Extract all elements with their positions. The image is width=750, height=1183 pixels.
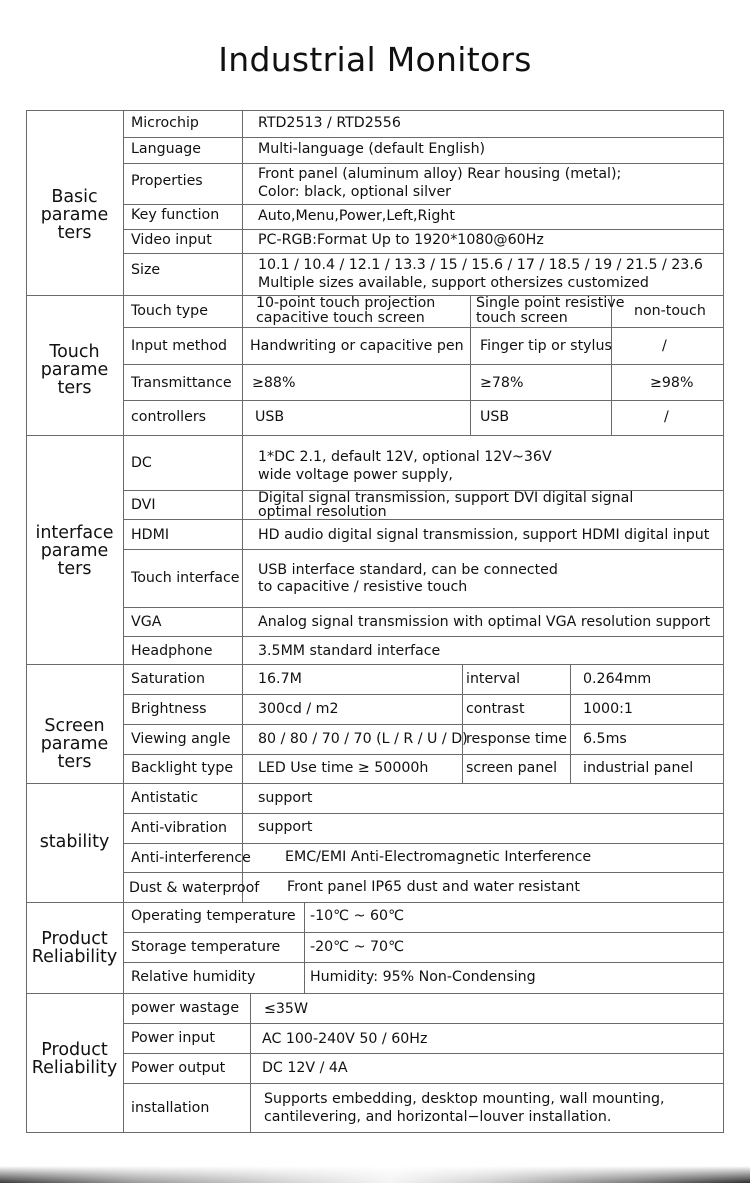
value-key-function: Auto,Menu,Power,Left,Right xyxy=(258,208,455,224)
table-border-bottom xyxy=(26,1132,724,1133)
category-interface-parameters: interface parame ters xyxy=(35,523,114,579)
label-hdmi: HDMI xyxy=(131,527,170,543)
value-dc-line1: 1*DC 2.1, default 12V, optional 12V~36V xyxy=(258,449,552,465)
value-brightness: 300cd / m2 xyxy=(258,701,339,717)
label-properties: Properties xyxy=(131,173,203,189)
row-divider xyxy=(123,1083,724,1084)
row-divider xyxy=(123,1023,724,1024)
row-divider xyxy=(123,549,724,550)
label-dvi: DVI xyxy=(131,497,156,513)
value-power-wastage: ≤35W xyxy=(264,1001,308,1017)
label-touch-type: Touch type xyxy=(131,303,208,319)
value-viewing-angle: 80 / 80 / 70 / 70 (L / R / U / D) xyxy=(258,731,468,747)
value-touch-capacitive-line1: 10-point touch projection xyxy=(256,295,436,311)
category-product-reliability-environment: Product Reliability xyxy=(31,929,118,967)
label-power-wastage: power wastage xyxy=(131,1000,240,1016)
row-divider xyxy=(123,204,724,205)
label-dc: DC xyxy=(131,455,152,471)
label-installation: installation xyxy=(131,1100,210,1116)
label-response-time: response time xyxy=(466,731,568,747)
table-border-right xyxy=(723,110,724,1133)
label-microchip: Microchip xyxy=(131,115,199,131)
label-headphone: Headphone xyxy=(131,643,213,659)
value-hdmi: HD audio digital signal transmission, support HDMI digital input xyxy=(258,527,710,543)
row-divider xyxy=(123,519,724,520)
category-touch-parameters: Touch parame ters xyxy=(40,342,109,398)
value-input-none: / xyxy=(662,338,667,354)
section-divider xyxy=(26,783,724,784)
column-divider xyxy=(462,664,463,784)
label-transmittance: Transmittance xyxy=(131,375,232,391)
value-interval: 0.264mm xyxy=(583,671,652,687)
row-divider xyxy=(123,872,724,873)
value-input-capacitive: Handwriting or capacitive pen xyxy=(250,338,464,354)
label-input-method: Input method xyxy=(131,338,228,354)
label-vga: VGA xyxy=(131,614,162,630)
value-size-line1: 10.1 / 10.4 / 12.1 / 13.3 / 15 / 15.6 / 17 / 18.5 / 19 / 21.5 / 23.6 xyxy=(258,257,703,273)
value-input-resistive: Finger tip or stylus xyxy=(480,338,612,354)
value-size-line2: Multiple sizes available, support othersizes customized xyxy=(258,275,649,291)
row-divider xyxy=(123,607,724,608)
label-video-input: Video input xyxy=(131,232,212,248)
row-divider xyxy=(123,694,724,695)
row-divider xyxy=(123,962,724,963)
value-anti-vibration: support xyxy=(258,819,313,835)
label-power-output: Power output xyxy=(131,1060,226,1076)
value-microchip: RTD2513 / RTD2556 xyxy=(258,115,401,131)
value-dvi-line1: Digital signal transmission, support DVI digital signal xyxy=(258,490,634,506)
category-basic-parameters: Basic parame ters xyxy=(40,187,109,243)
value-touch-capacitive-line2: capacitive touch screen xyxy=(256,310,425,326)
value-transmittance-capacitive: ≥88% xyxy=(252,375,296,391)
row-divider xyxy=(123,932,724,933)
value-language: Multi-language (default English) xyxy=(258,141,486,157)
row-divider xyxy=(123,229,724,230)
label-relative-humidity: Relative humidity xyxy=(131,969,256,985)
value-response-time: 6.5ms xyxy=(583,731,627,747)
section-divider xyxy=(26,664,724,665)
value-power-input: AC 100-240V 50 / 60Hz xyxy=(262,1031,428,1047)
decorative-footer-fade xyxy=(0,1166,750,1183)
value-touch-none: non-touch xyxy=(634,303,706,319)
label-antistatic: Antistatic xyxy=(131,790,199,806)
label-interval: interval xyxy=(466,671,521,687)
column-divider xyxy=(570,664,571,784)
label-storage-temperature: Storage temperature xyxy=(131,939,281,955)
value-contrast: 1000:1 xyxy=(583,701,633,717)
label-size: Size xyxy=(131,262,161,278)
value-touch-interface-line1: USB interface standard, can be connected xyxy=(258,562,558,578)
value-backlight-type: LED Use time ≥ 50000h xyxy=(258,760,429,776)
value-anti-interference: EMC/EMI Anti-Electromagnetic Interference xyxy=(285,849,592,865)
value-dvi-line2: optimal resolution xyxy=(258,504,387,520)
value-touch-resistive-line1: Single point resistive xyxy=(476,295,625,311)
row-divider xyxy=(123,724,724,725)
section-divider xyxy=(26,902,724,903)
label-controllers: controllers xyxy=(131,409,207,425)
category-product-reliability-power: Product Reliability xyxy=(31,1040,118,1078)
category-stability: stability xyxy=(39,832,110,852)
value-controllers-none: / xyxy=(664,409,669,425)
value-storage-temperature: -20℃ ~ 70℃ xyxy=(310,939,404,955)
row-divider xyxy=(123,253,724,254)
value-dc-line2: wide voltage power supply, xyxy=(258,467,453,483)
value-operating-temperature: -10℃ ~ 60℃ xyxy=(310,908,404,924)
value-installation-line2: cantilevering, and horizontal−louver installation. xyxy=(264,1109,612,1125)
row-divider xyxy=(123,754,724,755)
value-screen-panel: industrial panel xyxy=(583,760,694,776)
column-divider xyxy=(250,993,251,1133)
value-properties-line1: Front panel (aluminum alloy) Rear housing (metal); xyxy=(258,166,622,182)
value-properties-line2: Color: black, optional silver xyxy=(258,184,451,200)
row-divider xyxy=(123,636,724,637)
section-divider xyxy=(26,435,724,436)
row-divider xyxy=(123,843,724,844)
value-dust-waterproof: Front panel IP65 dust and water resistant xyxy=(287,879,580,895)
label-saturation: Saturation xyxy=(131,671,205,687)
row-divider xyxy=(123,1053,724,1054)
page-title: Industrial Monitors xyxy=(218,40,532,79)
value-vga: Analog signal transmission with optimal VGA resolution support xyxy=(258,614,711,630)
label-backlight-type: Backlight type xyxy=(131,760,234,776)
label-viewing-angle: Viewing angle xyxy=(131,731,231,747)
row-divider xyxy=(123,327,724,328)
value-controllers-capacitive: USB xyxy=(255,409,285,425)
column-divider xyxy=(470,295,471,436)
value-installation-line1: Supports embedding, desktop mounting, wall mounting, xyxy=(264,1091,665,1107)
row-divider xyxy=(123,163,724,164)
value-antistatic: support xyxy=(258,790,313,806)
value-transmittance-none: ≥98% xyxy=(650,375,694,391)
value-headphone: 3.5MM standard interface xyxy=(258,643,441,659)
value-transmittance-resistive: ≥78% xyxy=(480,375,524,391)
column-divider xyxy=(242,110,243,903)
label-touch-interface: Touch interface xyxy=(131,570,240,586)
label-key-function: Key function xyxy=(131,207,220,223)
row-divider xyxy=(123,400,724,401)
label-dust-waterproof: Dust & waterproof xyxy=(129,880,260,896)
column-divider xyxy=(304,902,305,994)
row-divider xyxy=(123,364,724,365)
category-screen-parameters: Screen parame ters xyxy=(40,716,109,772)
section-divider xyxy=(26,993,724,994)
label-screen-panel: screen panel xyxy=(466,760,558,776)
label-anti-interference: Anti-interference xyxy=(131,850,251,866)
label-operating-temperature: Operating temperature xyxy=(131,908,296,924)
value-video-input: PC-RGB:Format Up to 1920*1080@60Hz xyxy=(258,232,544,248)
label-contrast: contrast xyxy=(466,701,525,717)
value-controllers-resistive: USB xyxy=(480,409,510,425)
label-anti-vibration: Anti-vibration xyxy=(131,820,227,836)
row-divider xyxy=(123,813,724,814)
value-relative-humidity: Humidity: 95% Non-Condensing xyxy=(310,969,536,985)
table-border-top xyxy=(26,110,724,111)
label-brightness: Brightness xyxy=(131,701,207,717)
value-power-output: DC 12V / 4A xyxy=(262,1060,348,1076)
row-divider xyxy=(123,137,724,138)
value-touch-interface-line2: to capacitive / resistive touch xyxy=(258,579,468,595)
column-divider xyxy=(611,295,612,436)
label-power-input: Power input xyxy=(131,1030,215,1046)
category-divider xyxy=(123,110,124,1133)
value-saturation: 16.7M xyxy=(258,671,302,687)
label-language: Language xyxy=(131,141,202,157)
table-border-left xyxy=(26,110,27,1133)
value-touch-resistive-line2: touch screen xyxy=(476,310,568,326)
